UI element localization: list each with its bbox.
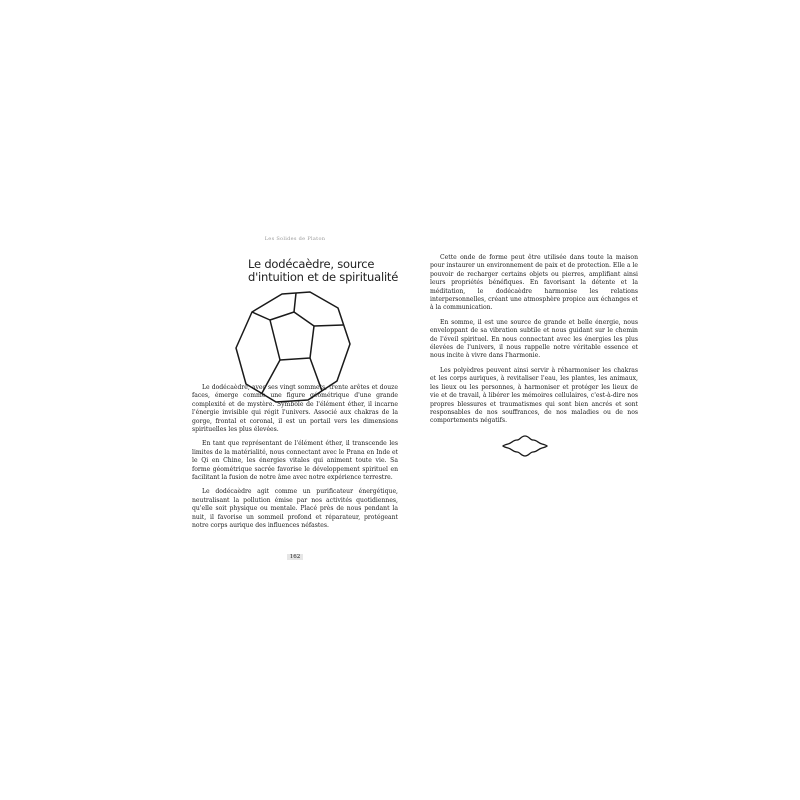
paragraph: Les polyèdres peuvent ainsi servir à réharmoniser les chakras et les corps auriques, à revitaliser l'eau, les plantes, les animaux, les lieux ou les personnes, à harmoniser et protéger les lieux de vie et de travail, à libérer les mémoires cellulaires, c'est-à-dire nos propres blessures et traumatismes qui sont bien ancrés et sont responsables de nos souffrances, de nos maladies ou de nos comportements négatifs.	[430, 366, 638, 425]
paragraph: Cette onde de forme peut être utilisée dans toute la maison pour instaurer un environnement de paix et de protection. Elle a le pouvoir de recharger certains objets ou pierres, amplifiant ainsi leurs propriétés bénéfiques. En favorisant la détente et la méditation, le dodécaèdre harmonise les relations interpersonnelles, créant une atmosphère propice aux échanges et à la communication.	[430, 254, 638, 312]
paragraph: En somme, il est une source de grande et belle énergie, nous enveloppant de sa vibration subtile et nous guidant sur le chemin de l'éveil spirituel. En nous connectant avec les énergies les plus élevées de l'univers, il nous rappelle notre véritable essence et nous incite à vivre dans l'harmonie.	[430, 318, 638, 360]
ornament-icon	[500, 434, 550, 458]
body-text-right	[430, 254, 638, 432]
running-header-left: Les Solides de Platon	[264, 236, 326, 242]
page-number-label: 162	[287, 554, 304, 560]
page-number	[192, 554, 398, 560]
right-page	[430, 230, 638, 570]
chapter-title: Le dodécaèdre, source d'intuition et de spiritualité	[248, 257, 399, 284]
paragraph: En tant que représentant de l'élément éther, il transcende les limites de la matérialité, nous connectant avec le Prana en Inde et le Qi en Chine, les énergies vitales qui animent toute vie. Sa forme géométrique sacrée favorise le développement spirituel en facilitant la fusion de notre âme avec notre expérience terrestre.	[192, 440, 398, 482]
paragraph: Le dodécaèdre, avec ses vingt sommets, trente arêtes et douze faces, émerge comme une figure géométrique d'une grande complexité et de mystère. Symbole de l'élément éther, il incarne l'énergie invisible qui régit l'univers. Associé aux chakras de la gorge, frontal et coronal, il est un portail vers les dimensions spirituelles les plus élevées.	[192, 384, 398, 434]
body-text-left	[192, 384, 398, 537]
paragraph: Le dodécaèdre agit comme un purificateur énergétique, neutralisant la pollution émise par nos activités quotidiennes, qu'elle soit physique ou mentale. Placé près de nous pendant la nuit, il favorise un sommeil profond et réparateur, protégeant notre corps aurique des influences néfastes.	[192, 488, 398, 530]
left-page	[192, 230, 398, 570]
